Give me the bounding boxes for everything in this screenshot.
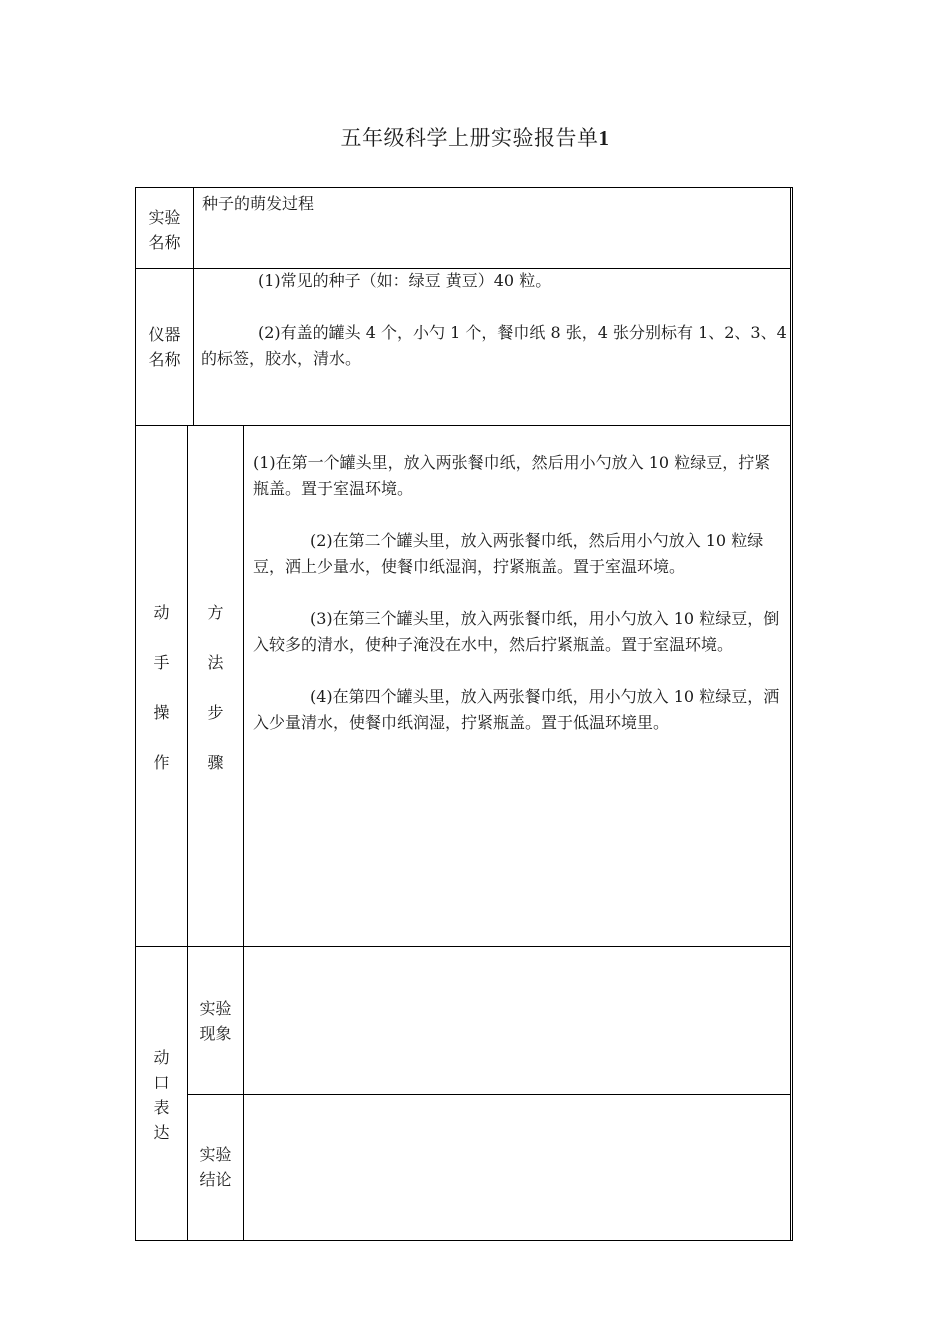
method-steps-label xyxy=(188,600,243,776)
hands-on-label xyxy=(136,600,187,776)
phenomenon-label-line2: 现象 xyxy=(199,1024,232,1043)
col-divider-2 xyxy=(243,425,244,1241)
instrument-item: (1)常见的种子（如：绿豆 黄豆）40 粒。 xyxy=(258,271,552,290)
conclusion-label-line2: 结论 xyxy=(199,1170,232,1189)
hands-on-label-char: 手 xyxy=(153,653,170,672)
method-label-char: 法 xyxy=(207,653,224,672)
table-border-bottom xyxy=(135,1240,793,1241)
oral-label-char: 达 xyxy=(153,1123,170,1142)
col-divider-1 xyxy=(187,425,188,1241)
method-step: (4)在第四个罐头里，放入两张餐巾纸，用小勺放入 10 粒绿豆，洒入少量清水，使餐巾纸润湿，拧紧瓶盖。置于低温环境里。 xyxy=(253,687,780,732)
table-border-right xyxy=(790,187,791,1241)
row-divider-2 xyxy=(135,425,791,426)
method-label-char: 步 xyxy=(207,703,224,722)
hands-on-label-char: 动 xyxy=(153,603,170,622)
method-step: (2)在第二个罐头里，放入两张餐巾纸，然后用小勺放入 10 粒绿豆，洒上少量水，使餐巾纸湿润，拧紧瓶盖。置于室温环境。 xyxy=(253,531,764,576)
method-step: (3)在第三个罐头里，放入两张餐巾纸，用小勺放入 10 粒绿豆，倒入较多的清水，使种子淹没在水中，然后拧紧瓶盖。置于室温环境。 xyxy=(253,609,780,654)
phenomenon-label-line1: 实验 xyxy=(199,999,232,1018)
oral-label-char: 表 xyxy=(153,1098,170,1117)
row-divider-4 xyxy=(187,1094,791,1095)
conclusion-label-line1: 实验 xyxy=(199,1145,232,1164)
conclusion-field[interactable] xyxy=(253,1104,785,1234)
oral-expression-label xyxy=(136,1045,187,1145)
experiment-name-label xyxy=(136,205,193,255)
instrument-item: (2)有盖的罐头 4 个，小勺 1 个，餐巾纸 8 张，4 张分别标有 1、2、3、4 的标签，胶水，清水。 xyxy=(201,323,787,368)
method-label-char: 方 xyxy=(207,603,224,622)
hands-on-label-char: 作 xyxy=(153,753,170,772)
conclusion-label xyxy=(188,1142,243,1192)
page-title xyxy=(0,122,950,152)
instruments-label xyxy=(136,322,193,372)
title-text: 五年级科学上册实验报告单 xyxy=(340,126,599,150)
experiment-name-label-line1: 实验 xyxy=(148,208,181,227)
instruments-label-line2: 名称 xyxy=(148,350,181,369)
table-border-top xyxy=(135,187,793,188)
oral-label-char: 口 xyxy=(153,1073,170,1092)
method-step: (1)在第一个罐头里，放入两张餐巾纸，然后用小勺放入 10 粒绿豆，拧紧瓶盖。置于室温环境。 xyxy=(253,453,771,498)
hands-on-label-char: 操 xyxy=(153,703,170,722)
method-steps-list xyxy=(253,450,785,736)
experiment-name-value: 种子的萌发过程 xyxy=(202,194,315,213)
oral-label-char: 动 xyxy=(153,1048,170,1067)
title-number: 1 xyxy=(598,126,610,150)
instruments-list xyxy=(201,268,787,372)
col-divider-top xyxy=(193,187,194,425)
phenomenon-field[interactable] xyxy=(253,956,785,1086)
table-border-right-outer xyxy=(792,187,793,1241)
row-divider-3 xyxy=(135,946,791,947)
phenomenon-label xyxy=(188,996,243,1046)
instruments-label-line1: 仪器 xyxy=(148,325,181,344)
method-label-char: 骤 xyxy=(207,753,224,772)
experiment-name-label-line2: 名称 xyxy=(148,233,181,252)
